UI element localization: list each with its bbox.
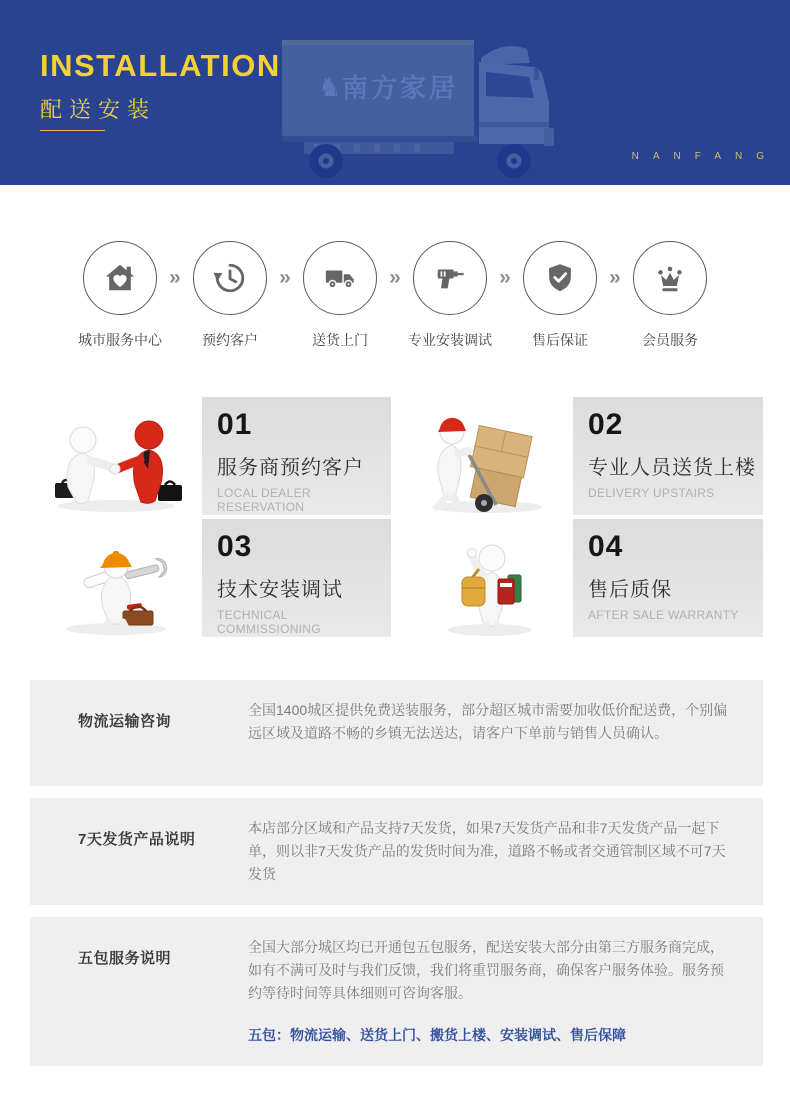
home-heart-icon: [83, 241, 157, 315]
step-city-service-center: [77, 241, 163, 350]
card-title: 售后质保: [588, 579, 672, 601]
step-label: 城市服务中心: [78, 332, 162, 348]
crown-icon: [633, 241, 707, 315]
delivery-truck-icon: [303, 241, 377, 315]
chevron-right-icon: »: [169, 266, 181, 289]
history-clock-icon: [193, 241, 267, 315]
card-title: 服务商预约客户: [217, 457, 364, 479]
card-technical-commissioning: [30, 519, 391, 637]
card-number: 04: [588, 530, 624, 563]
card-text: [573, 519, 763, 637]
step-home-delivery: [297, 241, 383, 350]
card-dealer-reservation: [30, 397, 391, 515]
delivery-trolley-illustration: [401, 397, 573, 515]
card-title: 技术安装调试: [217, 579, 343, 601]
card-number: 02: [588, 408, 624, 441]
card-caption: AFTER SALE WARRANTY: [588, 608, 739, 622]
step-reserve-customer: [187, 241, 273, 350]
note-body: 全国大部分城区均已开通包五包服务，配送安装大部分由第三方服务商完成，如有不满可及时与我们反馈，我们将重罚服务商，确保客户服务体验。服务预约等待时间等具体细则可咨询客服。: [248, 939, 724, 1001]
note-title: 物流运输咨询: [78, 713, 172, 730]
shield-check-icon: [523, 241, 597, 315]
step-label: 会员服务: [642, 332, 698, 348]
chevron-right-icon: »: [609, 266, 621, 289]
banner-underline: [40, 130, 105, 131]
delivery-truck-illustration: [278, 30, 570, 182]
card-text: [202, 397, 391, 515]
brand-horse-icon: ♞: [318, 72, 342, 102]
drill-icon: [413, 241, 487, 315]
step-label: 预约客户: [202, 332, 258, 348]
card-number: 01: [217, 408, 253, 441]
note-highlight: 五包：物流运输、送货上门、搬货上楼、安装调试、售后保障: [248, 1027, 626, 1043]
after-sale-illustration: [401, 519, 573, 637]
truck-brand-logo: 南方家居: [342, 73, 459, 103]
chevron-right-icon: »: [279, 266, 291, 289]
handshake-figures-illustration: [30, 397, 202, 515]
card-caption: DELIVERY UPSTAIRS: [588, 486, 715, 500]
banner-title: INSTALLATION: [40, 48, 281, 83]
note-7day-shipping: [30, 798, 763, 905]
card-delivery-upstairs: [401, 397, 763, 515]
note-title: 五包服务说明: [78, 950, 172, 967]
service-cards: [30, 397, 763, 637]
step-member-service: [627, 241, 713, 350]
card-caption: LOCAL DEALER RESERVATION: [217, 486, 311, 514]
technician-illustration: [30, 519, 202, 637]
service-steps: [0, 241, 790, 350]
note-logistics: [30, 680, 763, 786]
chevron-right-icon: »: [499, 266, 511, 289]
banner: [0, 0, 790, 185]
service-notes: [30, 680, 763, 1066]
step-label: 专业安装调试: [408, 332, 492, 348]
card-title: 专业人员送货上楼: [588, 457, 756, 479]
chevron-right-icon: »: [389, 266, 401, 289]
step-label: 售后保证: [532, 332, 588, 348]
step-after-sale-guarantee: [517, 241, 603, 350]
note-body: 本店部分区域和产品支持7天发货，如果7天发货产品和非7天发货产品一起下单，则以非7天发货产品的发货时间为准，道路不畅或者交通管制区域不可7天发货: [248, 820, 726, 882]
card-number: 03: [217, 530, 253, 563]
note-body: 全国1400城区提供免费送装服务，部分超区城市需要加收低价配送费，个别偏远区域及道路不畅的乡镇无法送达，请客户下单前与销售人员确认。: [248, 702, 728, 741]
card-caption: TECHNICAL COMMISSIONING: [217, 608, 321, 636]
note-title: 7天发货产品说明: [78, 831, 196, 848]
note-five-guarantees: [30, 917, 763, 1066]
banner-subtitle: 配送安装: [40, 97, 157, 122]
note-body-wrap: [248, 917, 763, 1066]
step-label: 送货上门: [312, 332, 368, 348]
step-professional-install: [407, 241, 493, 350]
banner-watermark: NANFANG: [631, 151, 778, 162]
card-text: [202, 519, 391, 637]
card-text: [573, 397, 763, 515]
card-after-sale-warranty: [401, 519, 763, 637]
